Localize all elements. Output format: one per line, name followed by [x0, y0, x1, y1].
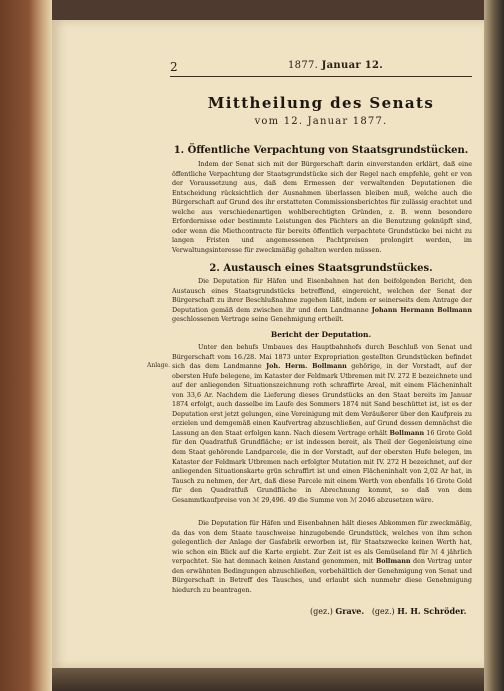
report-paragraph-2 [172, 519, 472, 595]
section-2-heading: 2. Austausch eines Staatsgrundstückes. [209, 263, 433, 274]
header-date [288, 60, 383, 71]
section-1-heading: 1. Öffentliche Verpachtung von Staatsgrundstücken. [173, 145, 469, 156]
signature-line [310, 606, 474, 616]
page-subtitle: vom 12. Januar 1877. [254, 116, 388, 127]
header-year: 1877. [288, 60, 319, 71]
section-1-text: Indem der Senat sich mit der Bürgerschaft darin einverstanden erklärt, daß eine öffentliche Verpachtung der Staatsgrundstücke sich der Regel nach empfehle, geht er von der Voraussetzung aus, daß dem Ermessen der verwaltenden Deputationen die Entscheidung rücksichtlich der Ausnahmen überlassen bleiben muß, welche auch die Bürgerschaft auf Grund des ihr erstatteten Commissionsberichtes für zulässig erachtet und welche aus verschiedenartigen wohlberechtigten Gründen, z. B. wenn besondere Erfordernisse oder bestimmte Leistungen des Pächters an die Benutzung geknüpft sind, oder wenn die Miethcontracte für bereits öffentlich verpachtete Grundstücke bei nicht zu langen Fristen und angemessenen Pachtpreisen prolongirt werden, im Verwaltungsinteresse für zweckmäßig gehalten werden müssen. [172, 160, 472, 254]
report-p1-a: Unter den behufs Umbaues des Hauptbahnhofs durch Beschluß von Senat und Bürgerschaft vom 16./28. Mai 1873 unter Expropriation gestellten Grundstücken befindet sich das dem Landmanne [172, 343, 472, 371]
report-p1-c: 16 Grote Gold für den Quadratfuß Grundfläche; er ist indessen bereit, als Theil der Gegenleistung eine dem Staat gehörende Landparcele, die in der Vorstadt, auf der obersten Hufe belegen, im Kataster der Feldmark Utbremen nach erfolgter Mutation mit IV. 272 H bezeichnet, auf der anliegenden Situationskarte grün schraffirt ist und einen Flächeninhalt von 2,02 Ar hat, in Tausch zu nehmen, der Art, daß diese Parcele mit einem Werth von ebenfalls 16 Grote Gold für den Quadratfuß Grundfläche in Abrechnung kommt, so daß von dem Gesammtkaufpreise von ℳ 29,496. 49 die Summe von ℳ 2046 abzusetzen wäre. [172, 428, 472, 504]
margin-note-anlage: Anlage. [147, 362, 170, 369]
section-2-text-b: geschlossenen Vertrage seine Genehmigung ertheilt. [172, 315, 344, 324]
report-p2-name: Bollmann [375, 557, 411, 566]
section-2-text-a: Die Deputation für Häfen und Eisenbahnen hat den beifolgenden Bericht, den Austausch eines Staatsgrundstücks betreffend, eingereicht, welchen der Senat der Bürgerschaft zu ihrer Beschlußnahme zugehen läßt, indem er seinerseits dem Antrage der Deputation gemäß dem zwischen ihr und dem Landmanne [172, 277, 472, 314]
page-number: 2 [170, 60, 178, 74]
report-p2-a: Die Deputation für Häfen und Eisenbahnen hält dieses Abkommen für zweckmäßig, da das von dem Staate tauschweise hinzugebende Grundstück, welches von ihm schon gelegentlich der Anlage der Gasfabrik erworben ist, für Staatszwecke keinen Werth hat, wie schon ein Blick auf die Karte ergiebt. Zur Zeit ist es als Gemüseland für ℳ 4 jährlich verpachtet. Sie hat demnach keinen Anstand genommen, mit [172, 519, 472, 566]
section-2-text [172, 277, 472, 325]
header-rule [170, 76, 472, 77]
header-month-day: Januar 12. [321, 60, 384, 71]
signature-prefix-2: (gez.) [371, 607, 395, 616]
book-binding-right [484, 0, 504, 691]
report-p1-name2: Bollmann [389, 428, 425, 437]
signature-name-2: H. H. Schröder. [397, 606, 467, 616]
report-heading: Bericht der Deputation. [270, 330, 372, 339]
report-p1-name: Joh. Herm. Bollmann [266, 362, 347, 371]
page-bottom-shadow [52, 668, 484, 691]
report-p2-b: den Vertrag unter den erwähnten Bedingungen abzuschließen, vorbehältlich der Genehmigung von Senat und Bürgerschaft in Betreff des Tausches, und erlaubt sich nunmehr diese Genehmigung hiedurch zu beantragen. [172, 557, 472, 594]
section-2-name: Johann Hermann Bollmann [371, 305, 472, 314]
report-p1-b: gehörige, in der Vorstadt, auf der obersten Hufe belegene, im Kataster der Feldmark Utbremen mit IV. 272 E bezeichnete und auf der anliegenden Situationszeichnung roth schraffirte Areal, mit einem Flächeninhalt von 33,6 Ar. Nachdem die Lieferung dieses Grundstücks an den Staat bereits im Januar 1874 erfolgt, auch dasselbe im Laufe des Sommers 1874 mit Sand beschüttet ist, ist es der Deputation erst jetzt gelungen, eine Vereinigung mit dem Veräußerer über den Kaufpreis zu erzielen und demgemäß einen Kaufvertrag abzuschließen, auf Grund dessen demnächst die Lassung an den Staat erfolgen kann. Nach diesem Vertrage erhält [172, 362, 472, 437]
signature-prefix-1: (gez.) [310, 607, 333, 616]
report-paragraph-1 [172, 343, 472, 505]
book-binding-left [0, 0, 52, 691]
page-title: Mittheilung des Senats [207, 94, 435, 112]
signature-name-1: Grave. [335, 606, 365, 616]
